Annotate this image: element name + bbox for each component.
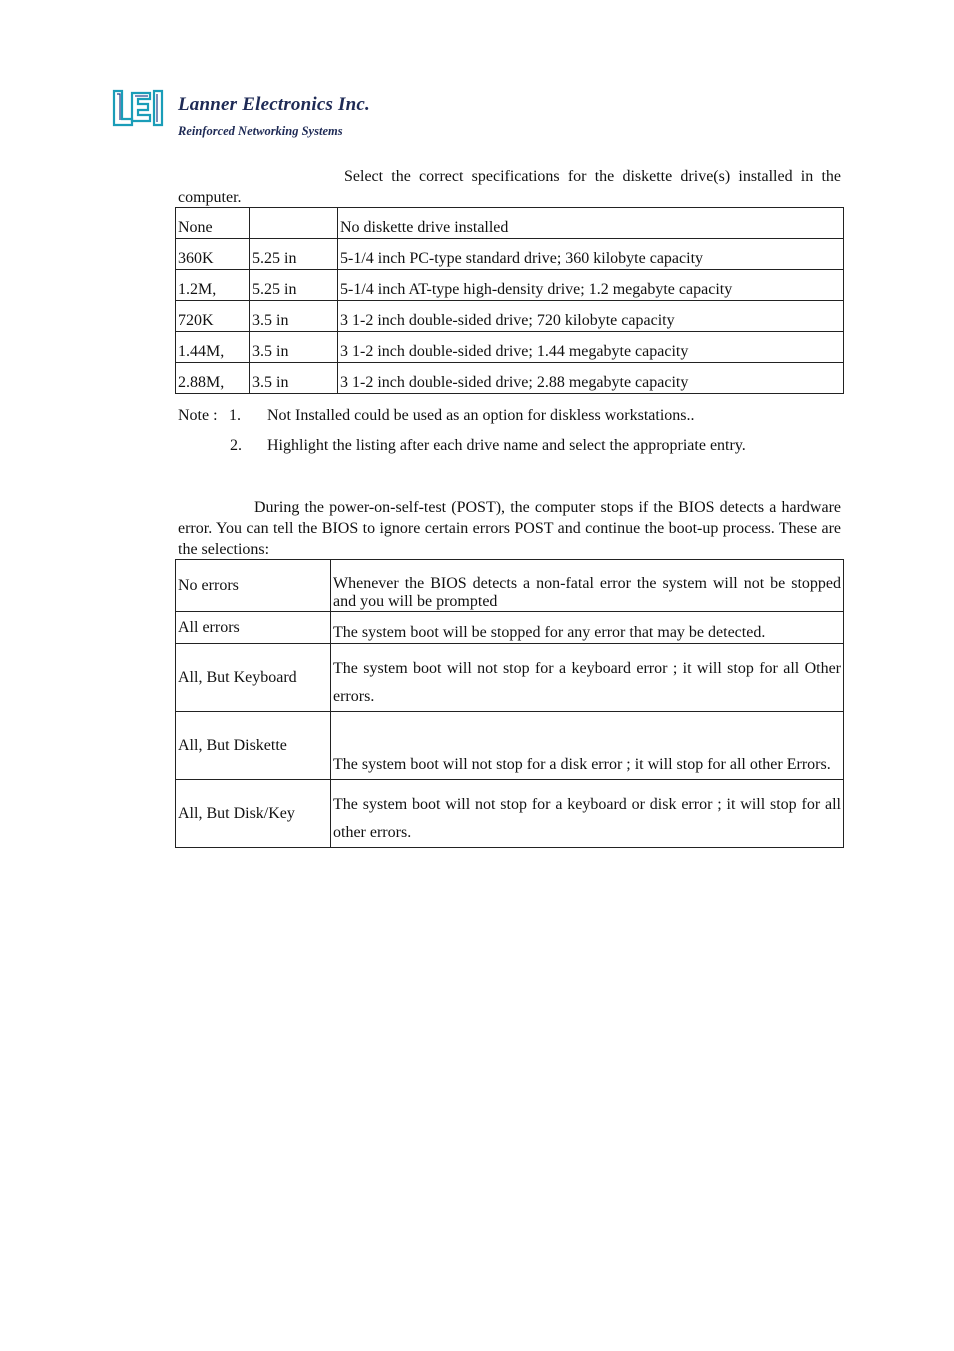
error-option: All, But Keyboard xyxy=(176,644,331,712)
drive-type: 720K xyxy=(176,301,250,332)
drive-size: 3.5 in xyxy=(250,363,338,394)
notes-block xyxy=(178,406,841,466)
drive-description: 5-1/4 inch AT-type high-density drive; 1.2 megabyte capacity xyxy=(338,270,844,301)
note-label: Note : xyxy=(178,407,218,424)
drive-size xyxy=(250,208,338,239)
drive-description: 3 1-2 inch double-sided drive; 720 kilobyte capacity xyxy=(338,301,844,332)
note-text: Not Installed could be used as an option for diskless workstations.. xyxy=(267,407,695,424)
table-row xyxy=(176,270,844,301)
note-item xyxy=(178,406,841,436)
note-item xyxy=(178,436,841,466)
error-option: All, But Disk/Key xyxy=(176,780,331,848)
drive-description: 3 1-2 inch double-sided drive; 1.44 megabyte capacity xyxy=(338,332,844,363)
table-row xyxy=(176,239,844,270)
drive-size: 3.5 in xyxy=(250,301,338,332)
error-option: All errors xyxy=(176,612,331,644)
note-text: Highlight the listing after each drive name and select the appropriate entry. xyxy=(267,437,746,454)
lei-logo-mark xyxy=(112,89,172,129)
table-row xyxy=(176,644,844,712)
drive-type: 2.88M, xyxy=(176,363,250,394)
drive-description: 5-1/4 inch PC-type standard drive; 360 kilobyte capacity xyxy=(338,239,844,270)
table-row xyxy=(176,712,844,780)
drive-type: None xyxy=(176,208,250,239)
company-name: Lanner Electronics Inc. xyxy=(178,94,370,115)
company-tagline: Reinforced Networking Systems xyxy=(178,124,343,138)
error-option: All, But Diskette xyxy=(176,712,331,780)
table-row xyxy=(176,780,844,848)
drive-description: 3 1-2 inch double-sided drive; 2.88 megabyte capacity xyxy=(338,363,844,394)
error-description: Whenever the BIOS detects a non-fatal error the system will not be stopped and you will be prompted xyxy=(331,560,844,612)
post-error-table xyxy=(175,559,844,848)
note-number: 1. xyxy=(229,407,241,424)
drive-type: 1.2M, xyxy=(176,270,250,301)
error-description: The system boot will not stop for a disk error ; it will stop for all other Errors. xyxy=(331,712,844,780)
note-number: 2. xyxy=(230,437,242,454)
table-row xyxy=(176,560,844,612)
diskette-drive-table xyxy=(175,207,844,394)
error-description: The system boot will be stopped for any error that may be detected. xyxy=(331,612,844,644)
table-row xyxy=(176,301,844,332)
table-row xyxy=(176,332,844,363)
error-description: The system boot will not stop for a keyboard error ; it will stop for all Other errors. xyxy=(331,644,844,712)
post-paragraph: During the power-on-self-test (POST), the computer stops if the BIOS detects a hardware error. You can tell the BIOS to ignore certain errors POST and continue the boot-up process. These are the selections: xyxy=(178,499,841,558)
drive-size: 5.25 in xyxy=(250,239,338,270)
drive-size: 3.5 in xyxy=(250,332,338,363)
intro-paragraph: Select the correct specifications for the diskette drive(s) installed in the computer. xyxy=(178,168,841,206)
table-row xyxy=(176,208,844,239)
drive-type: 1.44M, xyxy=(176,332,250,363)
drive-type: 360K xyxy=(176,239,250,270)
table-row xyxy=(176,612,844,644)
table-row xyxy=(176,363,844,394)
error-description: The system boot will not stop for a keyboard or disk error ; it will stop for all other errors. xyxy=(331,780,844,848)
drive-size: 5.25 in xyxy=(250,270,338,301)
drive-description: No diskette drive installed xyxy=(338,208,844,239)
error-option: No errors xyxy=(176,560,331,612)
company-logo xyxy=(112,86,412,146)
